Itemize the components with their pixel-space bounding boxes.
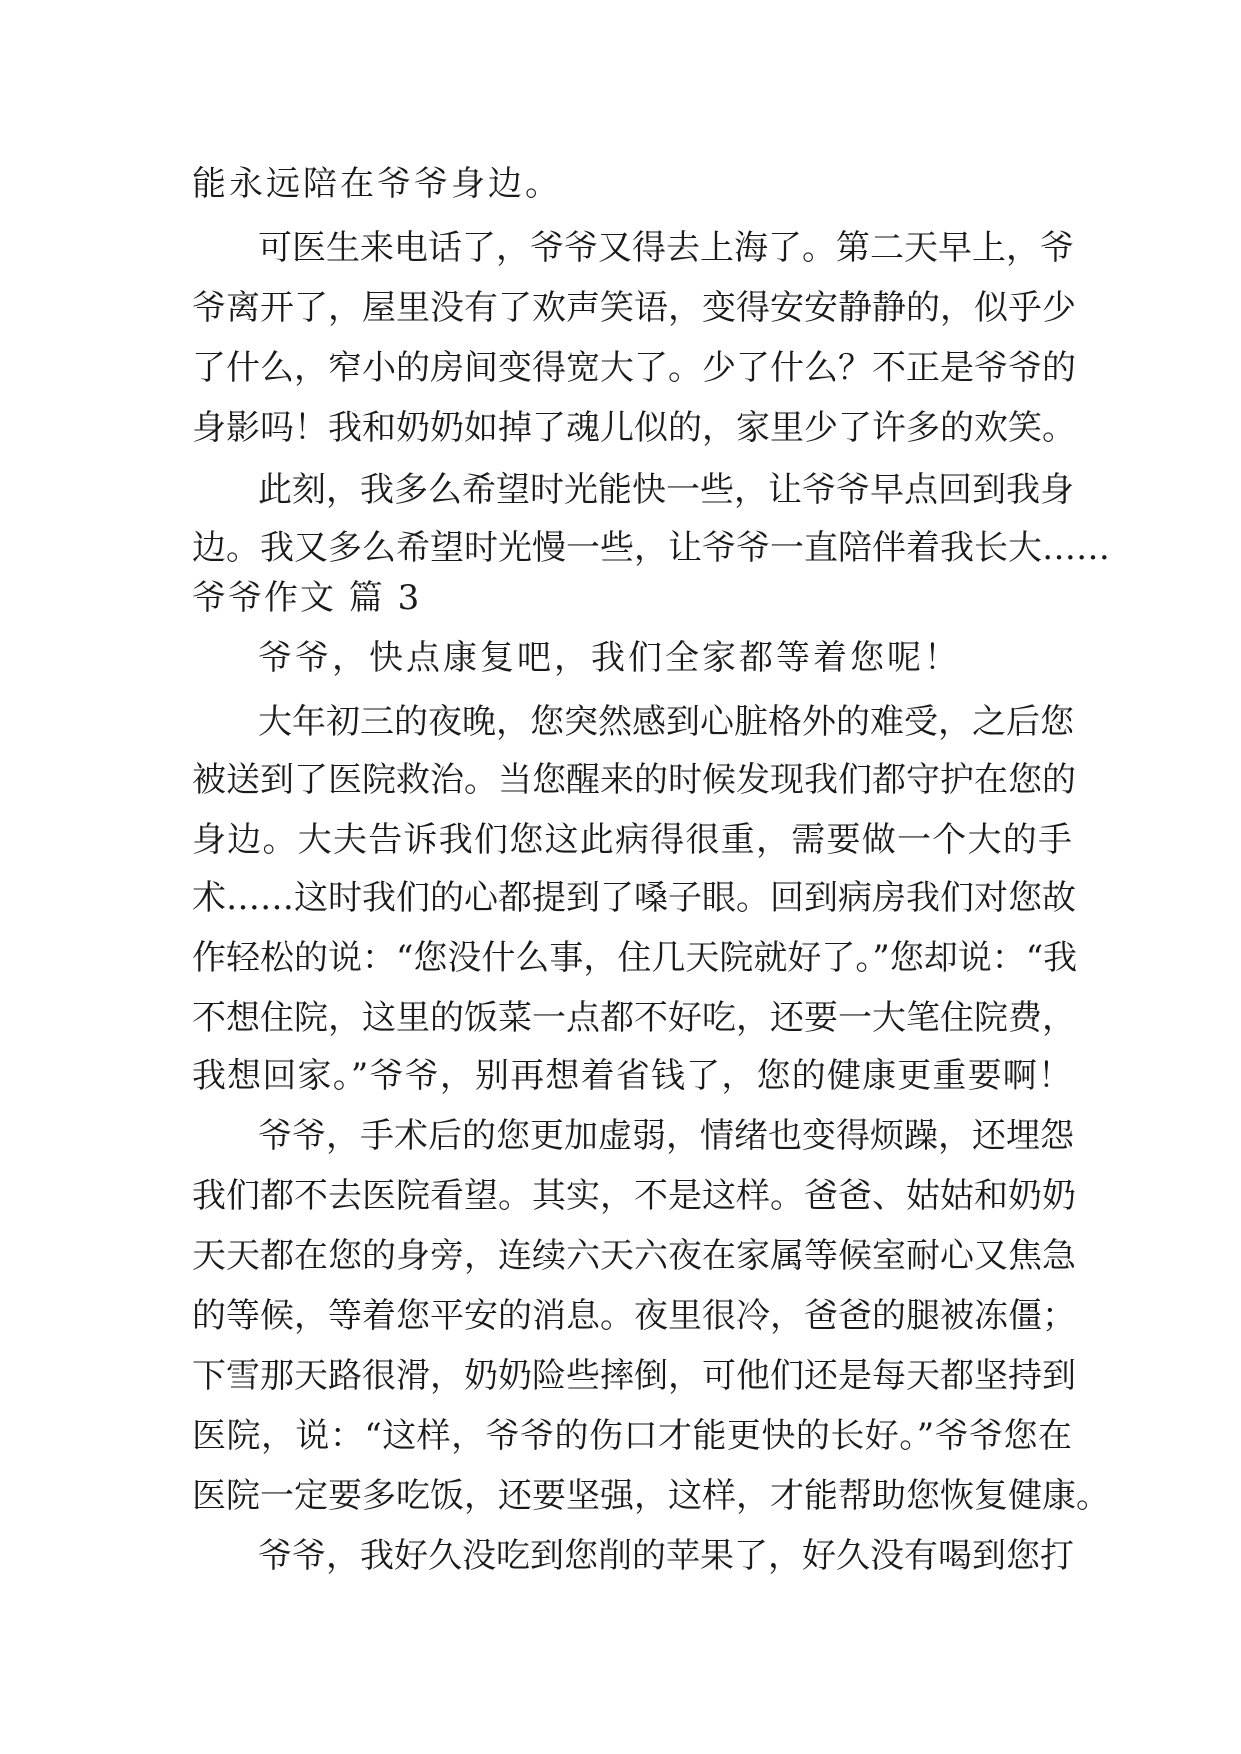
- paragraph-line: 医院一定要多吃饭，还要坚强，这样，才能帮助您恢复健康。: [192, 1476, 1110, 1516]
- paragraph-line: 爷爷，我好久没吃到您削的苹果了，好久没有喝到您打: [258, 1536, 1074, 1576]
- paragraph-line: 能永远陪在爷爷身边。: [192, 164, 562, 204]
- paragraph-line: 被送到了医院救治。当您醒来的时候发现我们都守护在您的: [192, 760, 1076, 800]
- paragraph-line: 了什么，窄小的房间变得宽大了。少了什么？不正是爷爷的: [192, 348, 1076, 388]
- paragraph-line: 身影吗！我和奶奶如掉了魂儿似的，家里少了许多的欢笑。: [192, 408, 1076, 448]
- paragraph-line: 医院，说：“这样，爷爷的伤口才能更快的长好。”爷爷您在: [192, 1416, 1072, 1456]
- paragraph-line: 爷爷，快点康复吧，我们全家都等着您呢！: [258, 638, 961, 678]
- paragraph-line: 天天都在您的身旁，连续六天六夜在家属等候室耐心又焦急: [192, 1236, 1076, 1276]
- paragraph-line: 爷爷，手术后的您更加虚弱，情绪也变得烦躁，还埋怨: [258, 1116, 1074, 1156]
- paragraph-line: 作轻松的说：“您没什么事，住几天院就好了。”您却说：“我: [192, 938, 1078, 978]
- paragraph-line: 下雪那天路很滑，奶奶险些摔倒，可他们还是每天都坚持到: [192, 1356, 1076, 1396]
- paragraph-line: 身边。大夫告诉我们您这此病得很重，需要做一个大的手: [192, 820, 1072, 860]
- paragraph-line: 我们都不去医院看望。其实，不是这样。爸爸、姑姑和奶奶: [192, 1176, 1076, 1216]
- paragraph-line: 不想住院，这里的饭菜一点都不好吃，还要一大笔住院费，: [192, 998, 1076, 1038]
- paragraph-line: 术……这时我们的心都提到了嗓子眼。回到病房我们对您故: [192, 878, 1076, 918]
- paragraph-line: 大年初三的夜晚，您突然感到心脏格外的难受，之后您: [258, 702, 1074, 742]
- paragraph-line: 的等候，等着您平安的消息。夜里很冷，爸爸的腿被冻僵；: [192, 1296, 1076, 1336]
- section-heading: 爷爷作文 篇 3: [192, 578, 422, 618]
- paragraph-line: 爷离开了，屋里没有了欢声笑语，变得安安静静的，似乎少: [192, 288, 1076, 328]
- paragraph-line: 我想回家。”爷爷，别再想着省钱了，您的健康更重要啊！: [192, 1056, 1072, 1096]
- paragraph-line: 可医生来电话了，爷爷又得去上海了。第二天早上，爷: [258, 228, 1074, 268]
- paragraph-line: 此刻，我多么希望时光能快一些，让爷爷早点回到我身: [258, 470, 1074, 510]
- paragraph-line: 边。我又多么希望时光慢一些，让爷爷一直陪伴着我长大……: [192, 528, 1110, 568]
